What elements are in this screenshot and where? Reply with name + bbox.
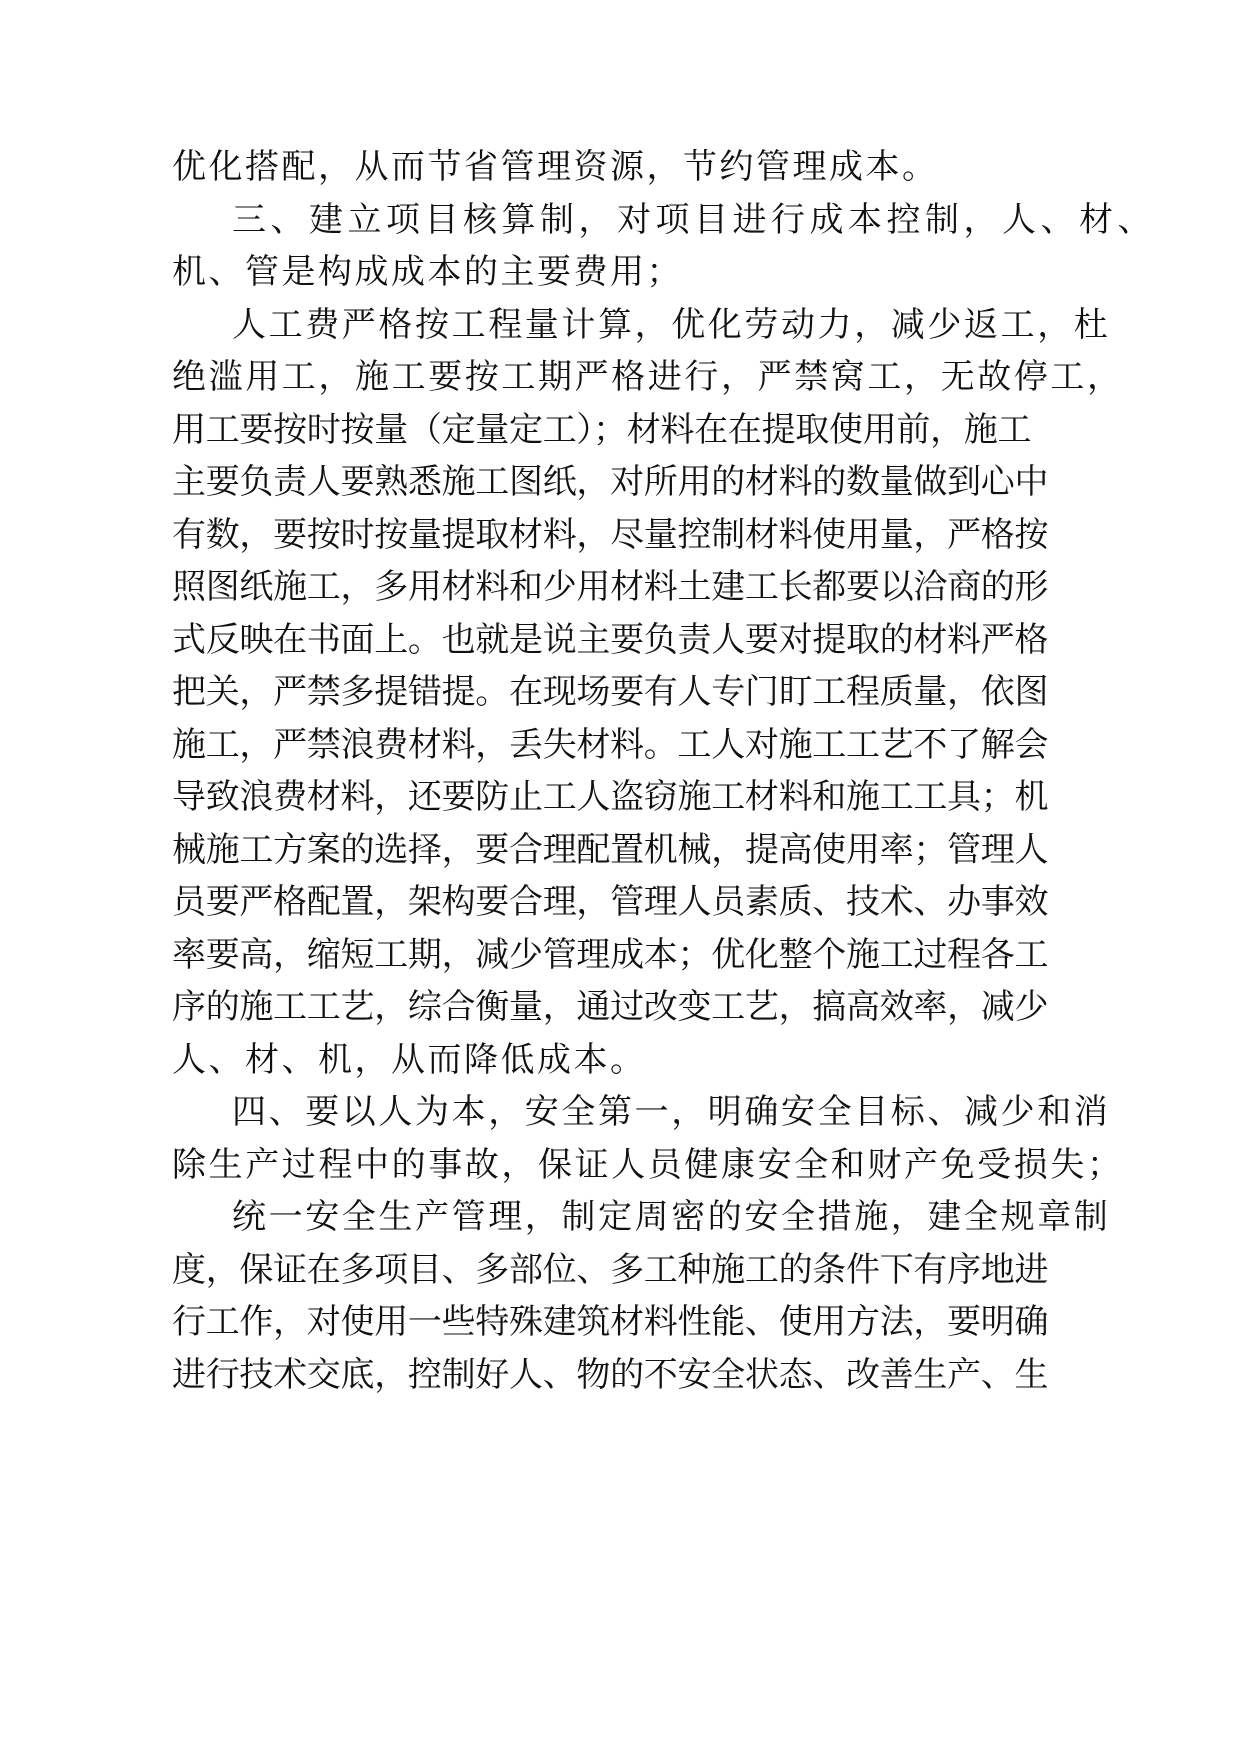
text-line	[0, 716, 1241, 774]
text-line	[0, 1346, 1241, 1404]
line-text: 机、管是构成成本的主要费用；	[172, 252, 683, 292]
text-line	[0, 558, 1241, 616]
line-text: 式反映在书面上。也就是说主要负责人要对提取的材料严格	[172, 620, 1049, 660]
line-text: 人工费严格按工程量计算，优化劳动力，减少返工，杜	[232, 305, 1111, 345]
line-text: 行工作，对使用一些特殊建筑材料性能、使用方法，要明确	[172, 1302, 1049, 1342]
line-text: 四、要以人为本，安全第一，明确安全目标、减少和消	[232, 1092, 1111, 1132]
line-text: 照图纸施工，多用材料和少用材料土建工长都要以洽商的形	[172, 567, 1049, 607]
line-text: 优化搭配，从而节省管理资源，节约管理成本。	[172, 147, 939, 187]
line-text: 除生产过程中的事故，保证人员健康安全和财产免受损失；	[172, 1145, 1124, 1185]
text-line	[0, 453, 1241, 511]
line-text: 主要负责人要熟悉施工图纸，对所用的材料的数量做到心中	[172, 462, 1049, 502]
text-line	[0, 1083, 1241, 1141]
text-line	[0, 611, 1241, 669]
line-text: 三、建立项目核算制，对项目进行成本控制，人、材、	[232, 200, 1156, 240]
text-line	[0, 1188, 1241, 1246]
line-text: 度，保证在多项目、多部位、多工种施工的条件下有序地进	[172, 1250, 1049, 1290]
line-text: 导致浪费材料，还要防止工人盗窃施工材料和施工工具；机	[172, 777, 1049, 817]
text-line	[0, 821, 1241, 879]
text-line	[0, 1293, 1241, 1351]
line-text: 率要高，缩短工期，减少管理成本；优化整个施工过程各工	[172, 935, 1049, 975]
line-text: 进行技术交底，控制好人、物的不安全状态、改善生产、生	[172, 1355, 1049, 1395]
text-line	[0, 401, 1241, 459]
text-line	[0, 1031, 1241, 1089]
text-line	[0, 348, 1241, 406]
text-line	[0, 243, 1241, 301]
text-line	[0, 873, 1241, 931]
line-text: 绝滥用工，施工要按工期严格进行，严禁窝工，无故停工，	[172, 357, 1124, 397]
text-line	[0, 768, 1241, 826]
text-line	[0, 926, 1241, 984]
line-text: 序的施工工艺，综合衡量，通过改变工艺，搞高效率，减少	[172, 987, 1049, 1027]
line-text: 统一安全生产管理，制定周密的安全措施，建全规章制	[232, 1197, 1111, 1237]
text-line	[0, 663, 1241, 721]
line-text: 施工，严禁浪费材料，丢失材料。工人对施工工艺不了解会	[172, 725, 1049, 765]
text-line	[0, 191, 1241, 249]
line-text: 用工要按时按量（定量定工）；材料在在提取使用前，施工	[172, 410, 1032, 450]
line-text: 械施工方案的选择，要合理配置机械，提高使用率；管理人	[172, 830, 1049, 870]
text-line	[0, 1241, 1241, 1299]
line-text: 把关，严禁多提错提。在现场要有人专门盯工程质量，依图	[172, 672, 1049, 712]
text-line	[0, 1136, 1241, 1194]
text-line	[0, 138, 1241, 196]
text-line	[0, 296, 1241, 354]
line-text: 员要严格配置，架构要合理，管理人员素质、技术、办事效	[172, 882, 1049, 922]
line-text: 人、材、机，从而降低成本。	[172, 1040, 647, 1080]
text-line	[0, 978, 1241, 1036]
line-text: 有数，要按时按量提取材料，尽量控制材料使用量，严格按	[172, 515, 1049, 555]
text-line	[0, 506, 1241, 564]
